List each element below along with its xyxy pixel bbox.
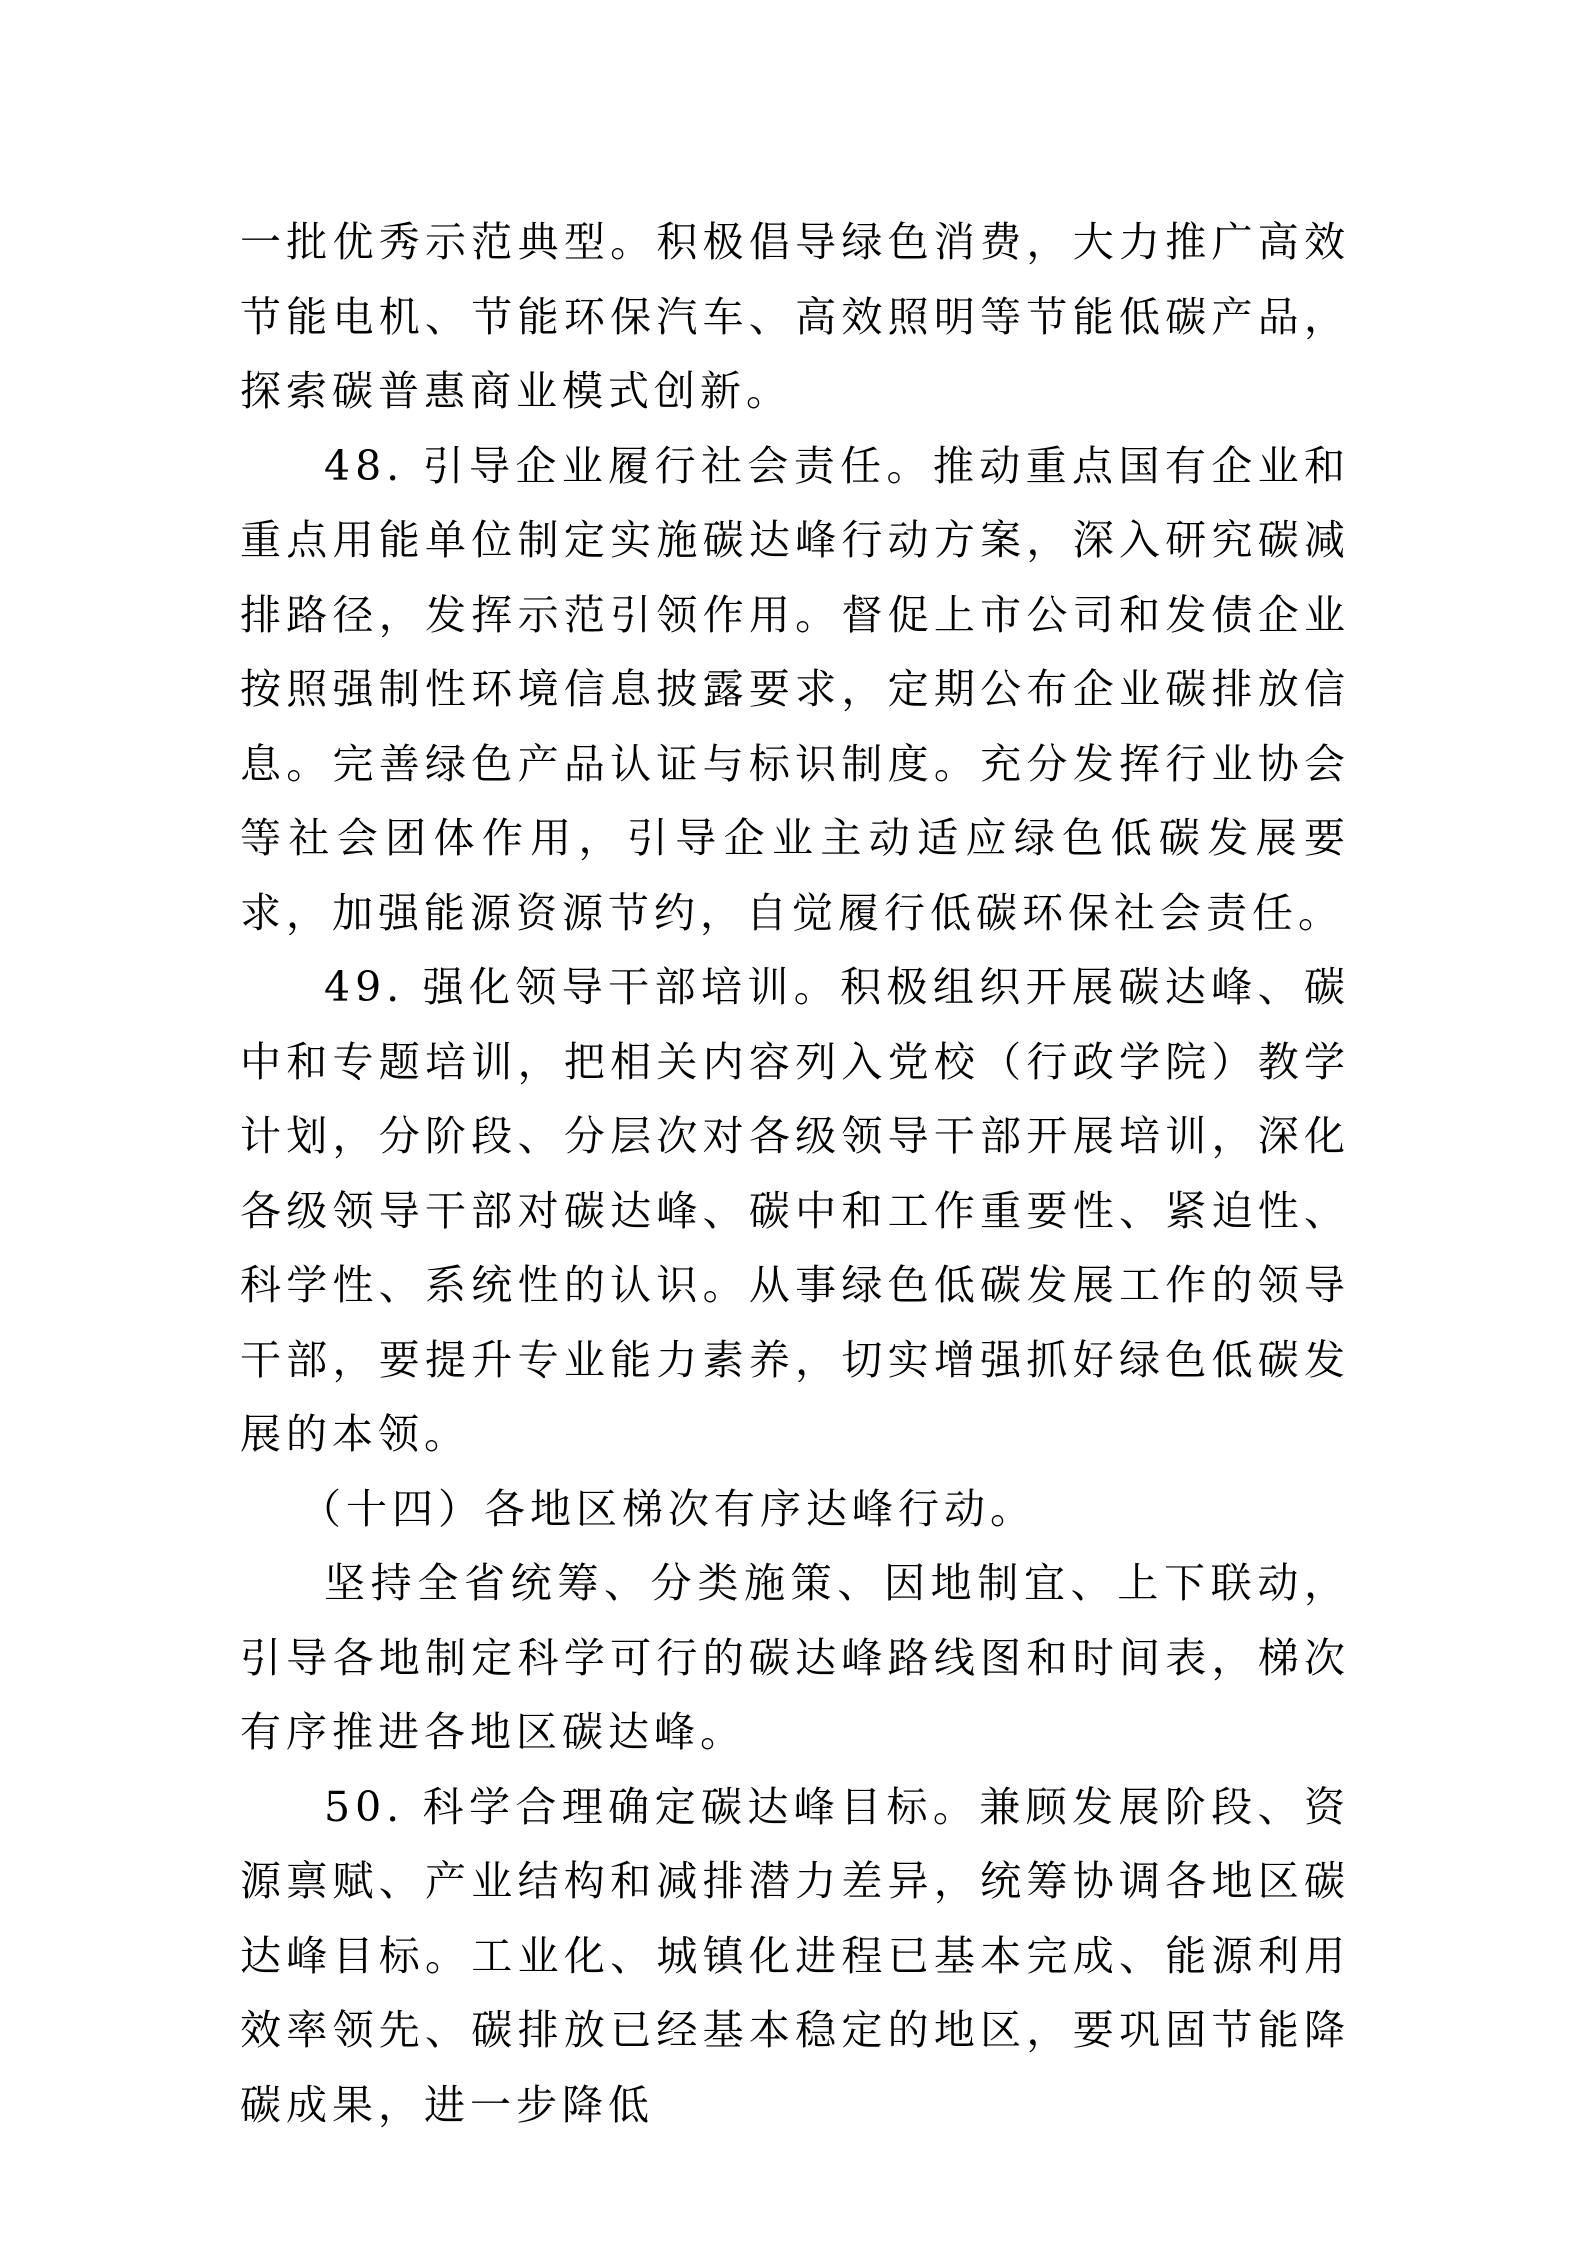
section-heading-14: （十四）各地区梯次有序达峰行动。 xyxy=(300,1484,1036,1533)
paragraph-continuation: 一批优秀示范典型。积极倡导绿色消费，大力推广高效节能电机、节能环保汽车、高效照明等节能低碳产品，探索碳普惠商业模式创新。 xyxy=(240,218,1350,415)
paragraph-item-50: 50. 科学合理确定碳达峰目标。兼顾发展阶段、资源禀赋、产业结构和减排潜力差异，统筹协调各地区碳达峰目标。工业化、城镇化进程已基本完成、能源利用效率领先、碳排放已经基本稳定的地区，要巩固节能降碳成果，进一步降低 xyxy=(240,1782,1350,2129)
document-body xyxy=(240,205,1350,2142)
paragraph-item-48: 48. 引导企业履行社会责任。推动重点国有企业和重点用能单位制定实施碳达峰行动方案，深入研究碳减排路径，发挥示范引领作用。督促上市公司和发债企业按照强制性环境信息披露要求，定期公布企业碳排放信息。完善绿色产品认证与标识制度。充分发挥行业协会等社会团体作用，引导企业主动适应绿色低碳发展要求，加强能源资源节约，自觉履行低碳环保社会责任。 xyxy=(240,441,1350,937)
paragraph-item-49: 49. 强化领导干部培训。积极组织开展碳达峰、碳中和专题培训，把相关内容列入党校（行政学院）教学计划，分阶段、分层次对各级领导干部开展培训，深化各级领导干部对碳达峰、碳中和工作重要性、紧迫性、科学性、系统性的认识。从事绿色低碳发展工作的领导干部，要提升专业能力素养，切实增强抓好绿色低碳发展的本领。 xyxy=(240,963,1350,1458)
paragraph-section-intro: 坚持全省统筹、分类施策、因地制宜、上下联动，引导各地制定科学可行的碳达峰路线图和时间表，梯次有序推进各地区碳达峰。 xyxy=(240,1559,1350,1756)
